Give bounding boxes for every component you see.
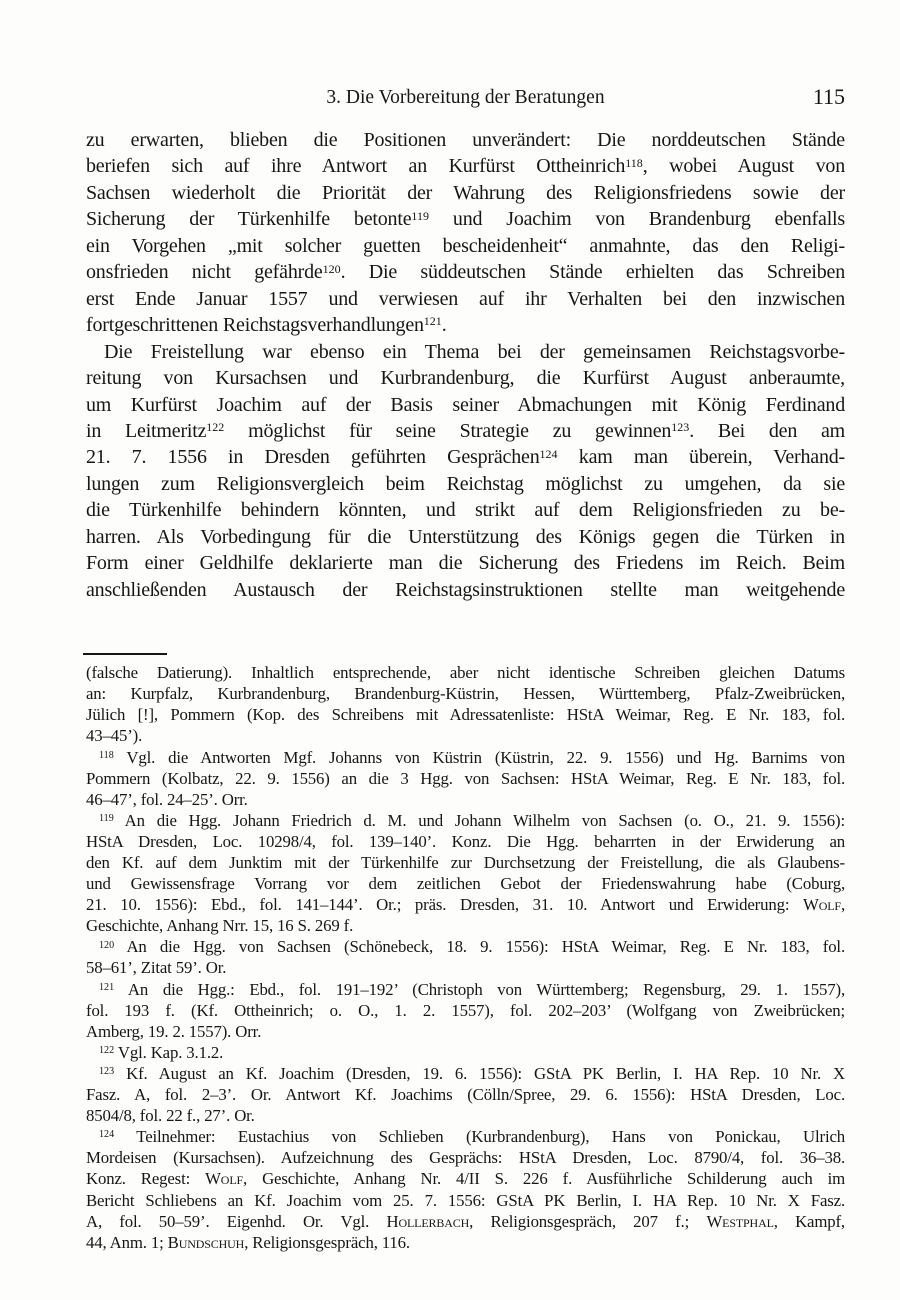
footnotes <box>86 662 845 1253</box>
text-line: $^{120}$ An die Hgg. von Sachsen (Schönebeck, 18. 9. 1556): HStA Weimar, Reg. E Nr. 183, fol. <box>99 937 845 957</box>
header-title: 3. Die Vorbereitung der Beratungen <box>326 87 605 108</box>
text-line: reitung von Kursachsen und Kurbrandenburg, die Kurfürst August anberaumte, <box>86 367 845 390</box>
text-line: (falsche Datierung). Inhaltlich entsprechende, aber nicht identische Schreiben gleichen Datums <box>86 663 845 683</box>
text-line: Die Freistellung war ebenso ein Thema bei der gemeinsamen Reichstagsvorbe- <box>104 340 845 363</box>
footnote-118 <box>86 747 845 810</box>
text-line: Jülich [!], Pommern (Kop. des Schreibens mit Adressatenliste: HStA Weimar, Reg. E Nr. 183, fol. <box>86 705 845 725</box>
author-small-caps: Westphal <box>706 1211 774 1231</box>
footnote-reference: 124 <box>539 446 558 461</box>
page-number: 115 <box>812 84 845 109</box>
footnote-reference: 123 <box>671 420 690 435</box>
text-line: Konz. Regest: Wolf, Geschichte, Anhang Nr. 4/II S. 226 f. Ausführliche Schilderung auch im <box>86 1169 846 1189</box>
text-line: Fasz. A, fol. 2–3’. Or. Antwort Kf. Joachims (Cölln/Spree, 29. 6. 1556): HStA Dresden, Loc. <box>86 1085 845 1105</box>
body-paragraph <box>86 339 845 604</box>
text-line: die Türkenhilfe behindern könnten, und strikt auf dem Religionsfrieden zu be- <box>86 499 845 522</box>
text-line: $^{124}$ Teilnehmer: Eustachius von Schlieben (Kurbrandenburg), Hans von Ponickau, Ulrich <box>99 1127 845 1147</box>
footnote-number: 119 <box>99 812 114 824</box>
text-line: $^{119}$ An die Hgg. Johann Friedrich d. M. und Johann Wilhelm von Sachsen (o. O., 21. 9. 1556): <box>99 810 845 830</box>
footnote-continuation <box>86 662 845 746</box>
footnote-reference: 119 <box>411 208 429 223</box>
text-line: Geschichte, Anhang Nrr. 15, 16 S. 269 f. <box>86 916 354 936</box>
text-line: $^{121}$ An die Hgg.: Ebd., fol. 191–192’ (Christoph von Württemberg; Regensburg, 29. 1. 1557), <box>99 979 845 999</box>
text-line: zu erwarten, blieben die Positionen unverändert: Die norddeutschen Stände <box>86 129 845 151</box>
footnote-number: 121 <box>99 981 115 993</box>
text-line: um Kurfürst Joachim auf der Basis seiner Abmachungen mit König Ferdinand <box>86 393 845 416</box>
footnote-number: 123 <box>99 1066 115 1078</box>
body-text <box>86 127 845 603</box>
author-small-caps: Wolf <box>803 895 841 915</box>
text-line: 21. 10. 1556): Ebd., fol. 141–144’. Or.; präs. Dresden, 31. 10. Antwort und Erwiderung: Wolf, <box>86 895 845 915</box>
text-line: $^{118}$ Vgl. die Antworten Mgf. Johanns von Küstrin (Küstrin, 22. 9. 1556) und Hg. Barnims von <box>99 747 845 767</box>
text-line: $^{123}$ Kf. August an Kf. Joachim (Dresden, 19. 6. 1556): GStA PK Berlin, I. HA Rep. 10 Nr. X <box>99 1063 846 1083</box>
footnote-124 <box>86 1126 845 1253</box>
footnote-reference: 121 <box>423 314 442 329</box>
text-line: ein Vorgehen „mit solcher guetten bescheidenheit“ anmahnte, das den Religi- <box>86 234 845 257</box>
footnote-119 <box>86 810 845 937</box>
footnote-123 <box>86 1063 845 1126</box>
text-line: fol. 193 f. (Kf. Ottheinrich; o. O., 1. 2. 1557), fol. 202–203’ (Wolfgang von Zweibrücken; <box>86 1000 845 1020</box>
text-line: 8504/8, fol. 22 f., 27’. Or. <box>86 1106 255 1126</box>
text-line: Form einer Geldhilfe deklarierte man die Sicherung des Friedens im Reich. Beim <box>86 552 845 575</box>
author-small-caps: Wolf <box>205 1169 244 1189</box>
text-line: in Leitmeritz$^{122}$ möglichst für seine Strategie zu gewinnen$^{123}$. Bei den am <box>86 419 846 442</box>
text-line: Pommern (Kolbatz, 22. 9. 1556) an die 3 Hgg. von Sachsen: HStA Weimar, Reg. E Nr. 183, fol. <box>86 768 845 788</box>
text-line: 44, Anm. 1; Bundschuh, Religionsgespräch, 116. <box>86 1232 410 1252</box>
text-line: onsfrieden nicht gefährde$^{120}$. Die süddeutschen Stände erhielten das Schreiben <box>86 261 846 284</box>
footnote-number: 124 <box>99 1129 115 1141</box>
footnote-number: 120 <box>99 939 115 951</box>
text-line: und Gewissensfrage Vorrang vor dem zeitlichen Gebot der Friedenswahrung habe (Coburg, <box>86 874 845 894</box>
text-line: Amberg, 19. 2. 1557). Orr. <box>86 1021 262 1041</box>
text-line: 46–47’, fol. 24–25’. Orr. <box>86 789 248 809</box>
footnote-reference: 120 <box>322 261 341 276</box>
body-paragraph <box>86 127 845 339</box>
footnote-reference: 122 <box>206 420 225 435</box>
footnote-reference: 118 <box>625 155 643 170</box>
text-line: an: Kurpfalz, Kurbrandenburg, Brandenburg-Küstrin, Hessen, Württemberg, Pfalz-Zweibrücken, <box>86 684 845 704</box>
text-line: Bericht Schliebens an Kf. Joachim vom 25. 7. 1556: GStA PK Berlin, I. HA Rep. 10 Nr. X Fasz. <box>86 1190 845 1210</box>
page-content <box>86 85 845 1253</box>
author-small-caps: Hollerbach <box>386 1211 470 1231</box>
text-line: erst Ende Januar 1557 und verwiesen auf ihr Verhalten bei den inzwischen <box>86 287 845 310</box>
footnote-number: 118 <box>99 749 114 761</box>
footnote-120 <box>86 936 845 978</box>
text-line: den Kf. auf dem Junktim mit der Türkenhilfe zur Durchsetzung der Freistellung, die als Glaubens- <box>86 853 845 872</box>
text-line: lungen zum Religionsvergleich beim Reichstag möglichst zu umgehen, da sie <box>86 472 845 495</box>
author-small-caps: Bundschuh <box>167 1232 245 1252</box>
footnote-121 <box>86 979 845 1042</box>
footnote-122 <box>86 1042 845 1063</box>
text-line: Mordeisen (Kursachsen). Aufzeichnung des Gesprächs: HStA Dresden, Loc. 8790/4, fol. 36–38. <box>86 1148 845 1168</box>
text-line: HStA Dresden, Loc. 10298/4, fol. 139–140’. Konz. Die Hgg. beharrten in der Erwiderung an <box>86 831 845 851</box>
footnote-number: 122 <box>99 1045 115 1057</box>
text-line: Sicherung der Türkenhilfe betonte$^{119}$ und Joachim von Brandenburg ebenfalls <box>86 208 845 231</box>
text-line: $^{122}$ Vgl. Kap. 3.1.2. <box>99 1042 224 1062</box>
text-line: 43–45’). <box>86 726 143 746</box>
running-header <box>86 85 845 111</box>
text-line: anschließenden Austausch der Reichstagsinstruktionen stellte man weitgehende <box>86 578 845 601</box>
text-line: 58–61’, Zitat 59’. Or. <box>86 958 227 978</box>
text-line: harren. Als Vorbedingung für die Unterstützung des Königs gegen die Türken in <box>86 525 845 548</box>
text-line: A, fol. 50–59’. Eigenhd. Or. Vgl. Hollerbach, Religionsgespräch, 207 f.; Westphal, Kampf, <box>86 1211 845 1231</box>
text-line: beriefen sich auf ihre Antwort an Kurfürst Ottheinrich$^{118}$, wobei August von <box>86 155 845 178</box>
text-line: 21. 7. 1556 in Dresden geführten Gesprächen$^{124}$ kam man überein, Verhand- <box>86 446 846 469</box>
text-line: fortgeschrittenen Reichstagsverhandlungen$^{121}$. <box>86 314 447 337</box>
footnote-separator-rule <box>83 653 167 655</box>
text-line: Sachsen wiederholt die Priorität der Wahrung des Religionsfriedens sowie der <box>86 181 845 204</box>
